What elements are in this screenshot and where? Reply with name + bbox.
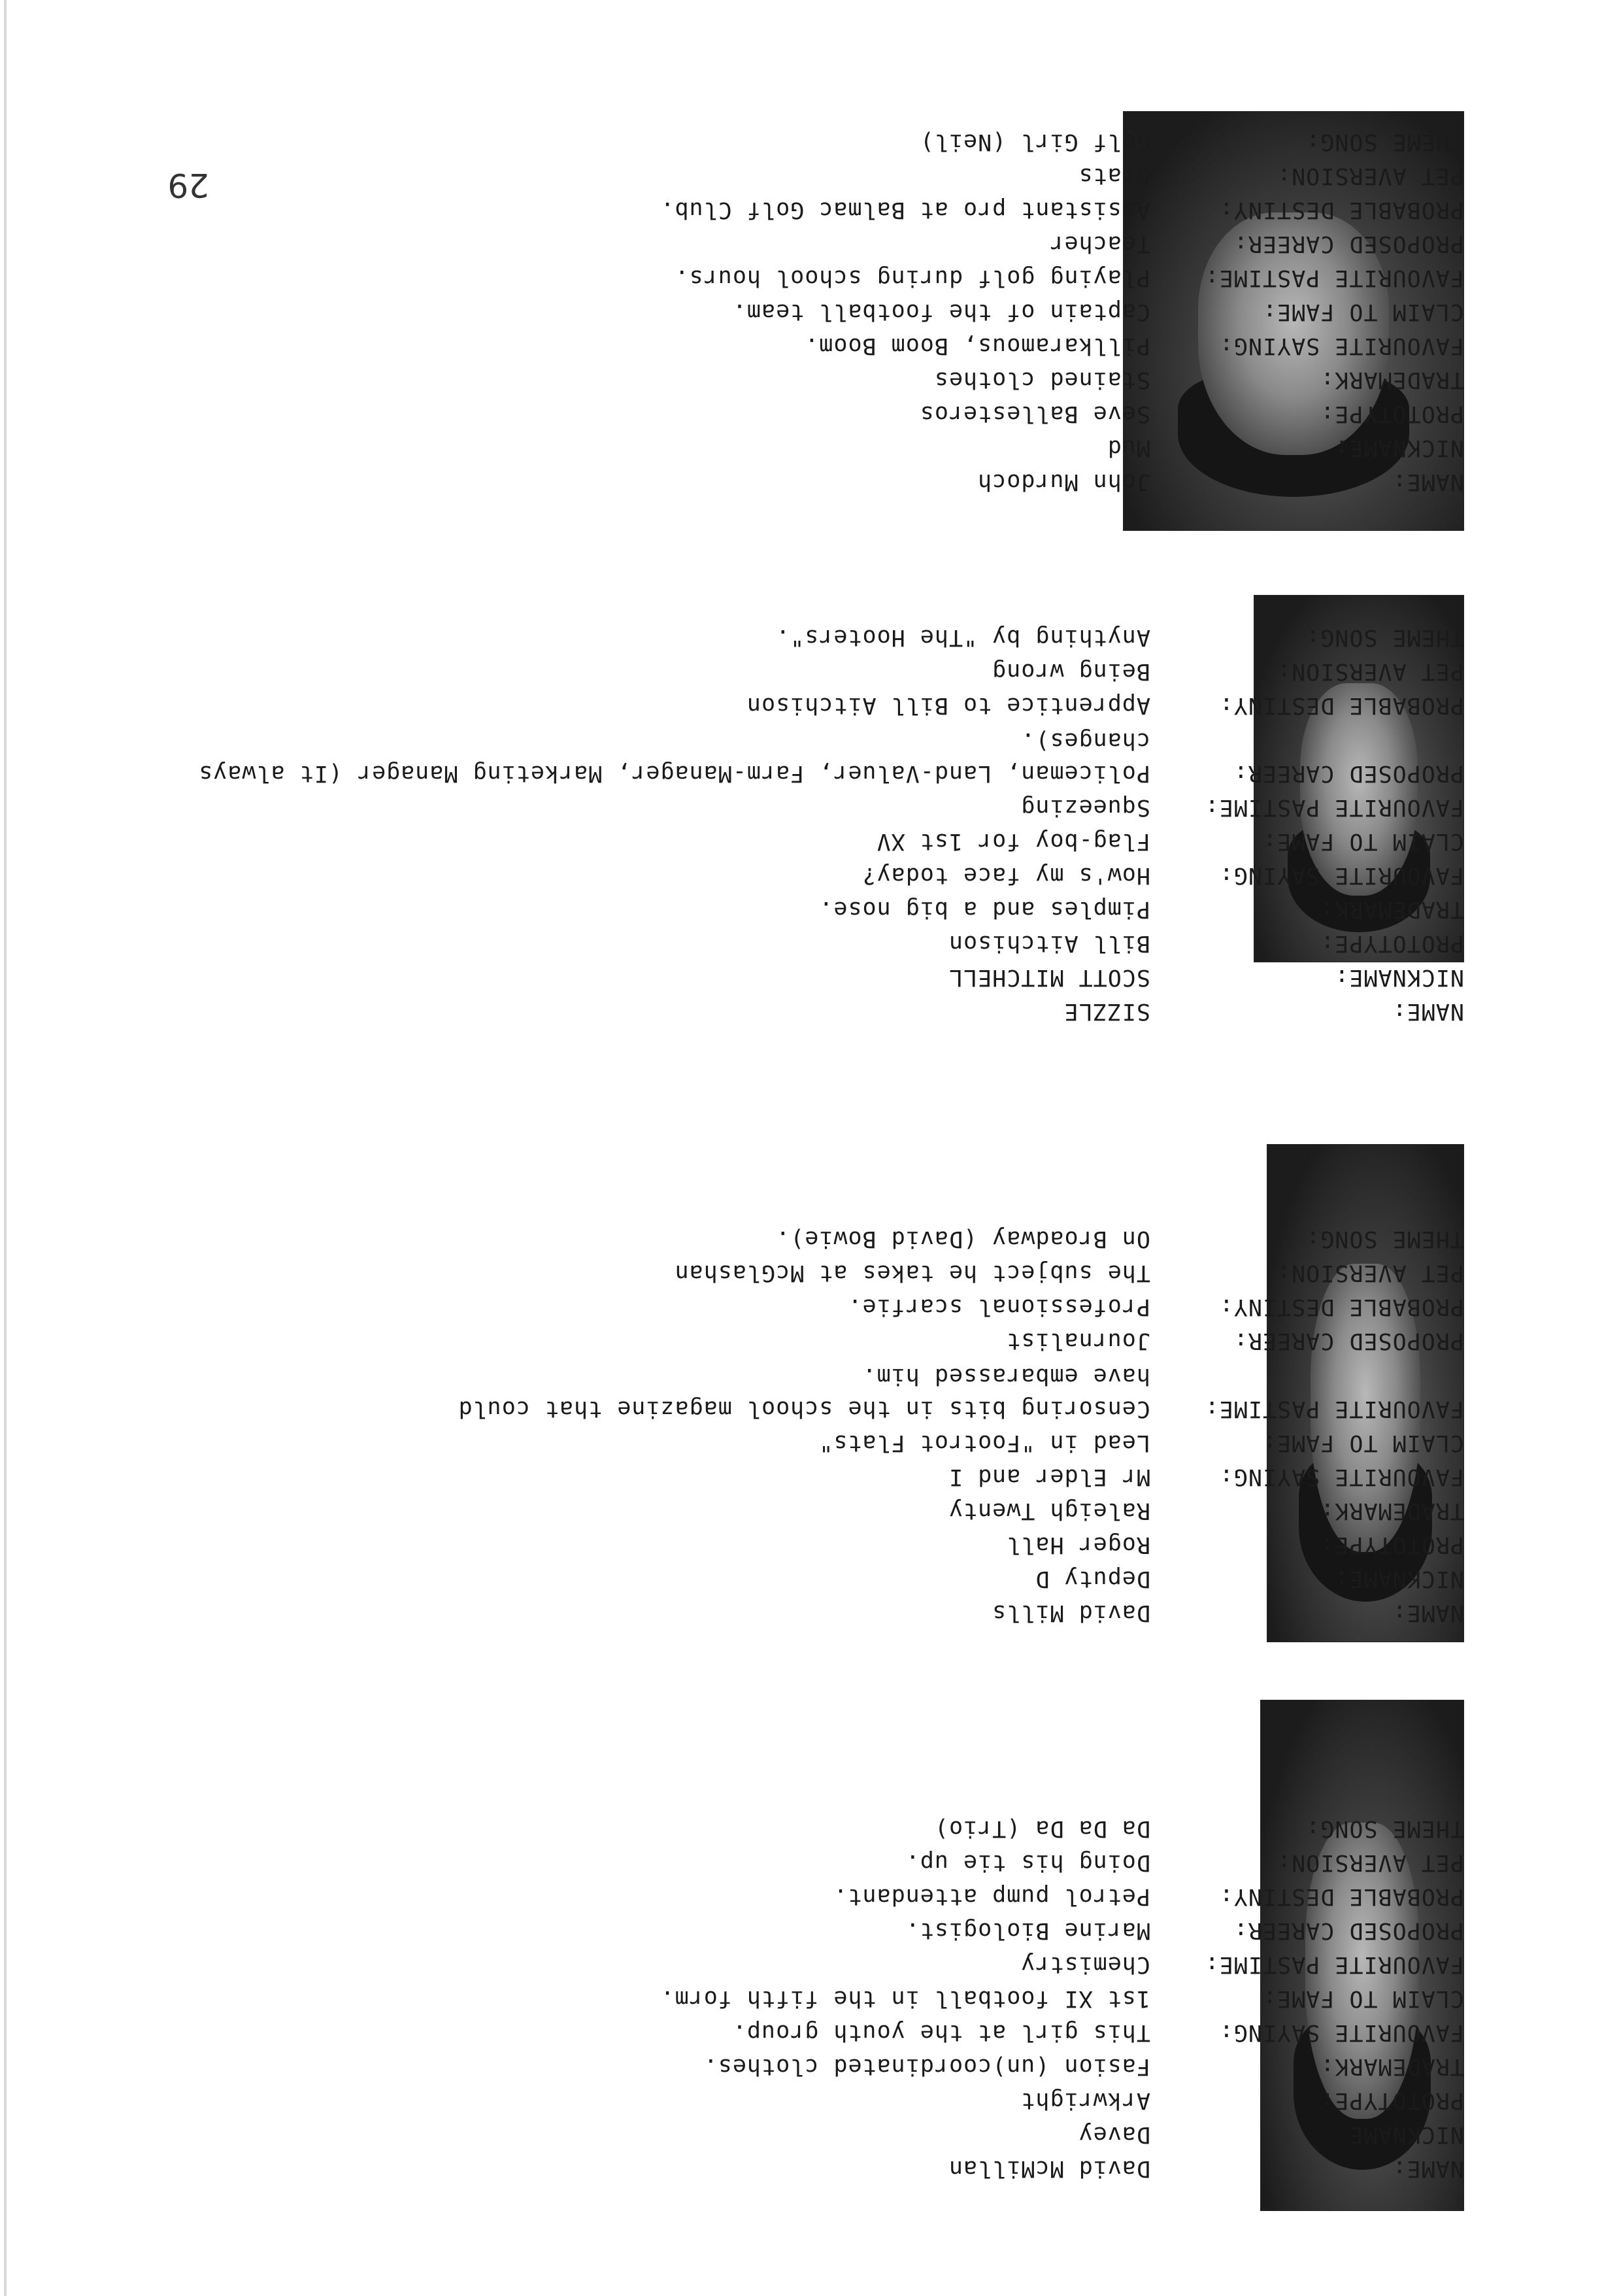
label-favourite-pastime: FAVOURITE PASTIME: [1204, 1396, 1464, 1422]
value-favourite-saying: Mr Elder and I [948, 1464, 1150, 1490]
value-trademark: Raleigh Twenty [948, 1498, 1150, 1524]
label-nickname: NICKNAME [1348, 2121, 1464, 2148]
value-nickname: Deputy D [1035, 1566, 1150, 1592]
value-theme-song: Anything by "The Hooters". [775, 624, 1150, 650]
label-proposed-career: PROPOSED CAREER: [1233, 231, 1464, 257]
value-pet-aversion: The subject he takes at McGlashan [674, 1260, 1150, 1286]
value-favourite-pastime: Chemistry [1020, 1951, 1150, 1978]
label-pet-aversion: PET AVERSION: [1277, 1849, 1464, 1876]
label-trademark: TRADEMARK: [1320, 896, 1464, 922]
value-probable-destiny: Apprentice to Bill Aitchison [746, 692, 1150, 718]
value-prototype: Roger Hall [1006, 1532, 1150, 1558]
label-probable-destiny: PROBABLE DESTINY: [1218, 1883, 1464, 1910]
profile-card [118, 596, 1464, 1093]
value-favourite-saying: Pillkaramous, Boom Boom. [804, 333, 1150, 359]
label-trademark: TRADEMARK: [1320, 2053, 1464, 2080]
value-nickname: Davey [1078, 2121, 1150, 2148]
label-prototype: PROTOTYPE: [1320, 2087, 1464, 2114]
value-claim-to-fame: 1st XI football in the fifth form. [660, 1985, 1150, 2012]
value-prototype: Seve Ballesteros [919, 401, 1150, 427]
label-theme-song: THEME SONG: [1305, 1815, 1464, 1842]
label-proposed-career: PROPOSED CAREER: [1233, 1328, 1464, 1354]
label-trademark: TRADEMARK: [1320, 1498, 1464, 1524]
value-proposed-career: Policeman, Land-Valuer, Farm-Manager, Marketing Manager (It always changes). [198, 728, 1150, 786]
value-claim-to-fame: Flag-boy for 1st XV [876, 828, 1150, 854]
label-prototype: PROTOTYPE: [1320, 401, 1464, 427]
value-probable-destiny: Petrol pump attendant. [833, 1883, 1150, 1910]
value-trademark: Stained clothes [933, 367, 1150, 393]
label-probable-destiny: PROBABLE DESTINY: [1218, 197, 1464, 223]
page-number: 29 [167, 166, 209, 204]
value-nickname: Mud [1107, 435, 1150, 461]
label-favourite-saying: FAVOURITE SAYING: [1218, 862, 1464, 888]
value-favourite-saying: This girl at the youth group. [731, 2019, 1150, 2046]
value-trademark: Pimples and a big nose. [818, 896, 1150, 922]
value-favourite-pastime: Squeezing [1020, 794, 1150, 820]
value-prototype: Arkwright [1020, 2087, 1150, 2114]
value-favourite-pastime: Playing golf during school hours. [674, 265, 1150, 291]
label-favourite-pastime: FAVOURITE PASTIME: [1204, 1951, 1464, 1978]
label-prototype: PROTOTYPE: [1320, 1532, 1464, 1558]
value-favourite-saying: How's my face today? [861, 862, 1150, 888]
value-claim-to-fame: Captain of the football team. [731, 299, 1150, 325]
value-proposed-career: Journalist [1006, 1328, 1150, 1354]
value-proposed-career: Teacher [1049, 231, 1150, 257]
label-name: NAME: [1392, 998, 1464, 1024]
value-name: John Murdoch [977, 469, 1150, 495]
value-pet-aversion: Stats [1078, 163, 1150, 189]
label-favourite-saying: FAVOURITE SAYING: [1218, 333, 1464, 359]
value-trademark: Fasion (un)coordinated clothes. [703, 2053, 1150, 2080]
value-theme-song: Golf Girl (Neil) [919, 129, 1150, 155]
value-name: David McMillan [948, 2155, 1150, 2182]
label-name: NAME: [1392, 1600, 1464, 1626]
label-probable-destiny: PROBABLE DESTINY: [1218, 692, 1464, 718]
value-pet-aversion: Being wrong [992, 658, 1150, 684]
label-prototype: PROTOTYPE: [1320, 930, 1464, 956]
label-name: NAME: [1392, 469, 1464, 495]
label-favourite-pastime: FAVOURITE PASTIME: [1204, 794, 1464, 820]
label-theme-song: THEME SONG: [1305, 129, 1464, 155]
value-theme-song: On Broadway (David Bowie). [775, 1226, 1150, 1252]
label-claim-to-fame: CLAIM TO FAME: [1262, 299, 1464, 325]
label-claim-to-fame: CLAIM TO FAME: [1262, 828, 1464, 854]
label-favourite-saying: FAVOURITE SAYING: [1218, 2019, 1464, 2046]
value-prototype: Bill Aitchison [948, 930, 1150, 956]
label-pet-aversion: PET AVERSION: [1277, 658, 1464, 684]
label-theme-song: THEME SONG: [1305, 624, 1464, 650]
label-trademark: TRADEMARK: [1320, 367, 1464, 393]
label-pet-aversion: PET AVERSION: [1277, 1260, 1464, 1286]
value-pet-aversion: Doing his tie up. [905, 1849, 1150, 1876]
value-name: David Mills [992, 1600, 1150, 1626]
label-pet-aversion: PET AVERSION: [1277, 163, 1464, 189]
value-name: SIZZLE [1063, 998, 1150, 1024]
value-claim-to-fame: Lead in "Footrot Flats" [818, 1430, 1150, 1456]
value-proposed-career: Marine Biologist. [905, 1917, 1150, 1944]
label-name: NAME: [1392, 2155, 1464, 2182]
label-nickname: NICKNAME: [1334, 1566, 1464, 1592]
label-favourite-saying: FAVOURITE SAYING: [1218, 1464, 1464, 1490]
value-probable-destiny: Assistant pro at Balmac Golf Club. [660, 197, 1150, 223]
label-claim-to-fame: CLAIM TO FAME: [1262, 1430, 1464, 1456]
label-nickname: NICKNAME: [1334, 964, 1464, 990]
label-probable-destiny: PROBABLE DESTINY: [1218, 1294, 1464, 1320]
profile-card [118, 1701, 1464, 2211]
value-theme-song: Da Da Da (Trio) [933, 1815, 1150, 1842]
scan-edge-rule [4, 0, 7, 2296]
value-probable-destiny: Professional scarfie. [847, 1294, 1150, 1320]
label-proposed-career: PROPOSED CAREER: [1233, 760, 1464, 786]
label-claim-to-fame: CLAIM TO FAME: [1262, 1985, 1464, 2012]
label-proposed-career: PROPOSED CAREER: [1233, 1917, 1464, 1944]
label-nickname: NICKNAME: [1334, 435, 1464, 461]
label-theme-song: THEME SONG: [1305, 1226, 1464, 1252]
profile-card [118, 112, 1464, 531]
profile-card [118, 1145, 1464, 1642]
value-favourite-pastime: Censoring bits in the school magazine that could have embarassed him. [458, 1363, 1150, 1422]
label-favourite-pastime: FAVOURITE PASTIME: [1204, 265, 1464, 291]
value-nickname: SCOTT MITCHELL [948, 964, 1150, 990]
